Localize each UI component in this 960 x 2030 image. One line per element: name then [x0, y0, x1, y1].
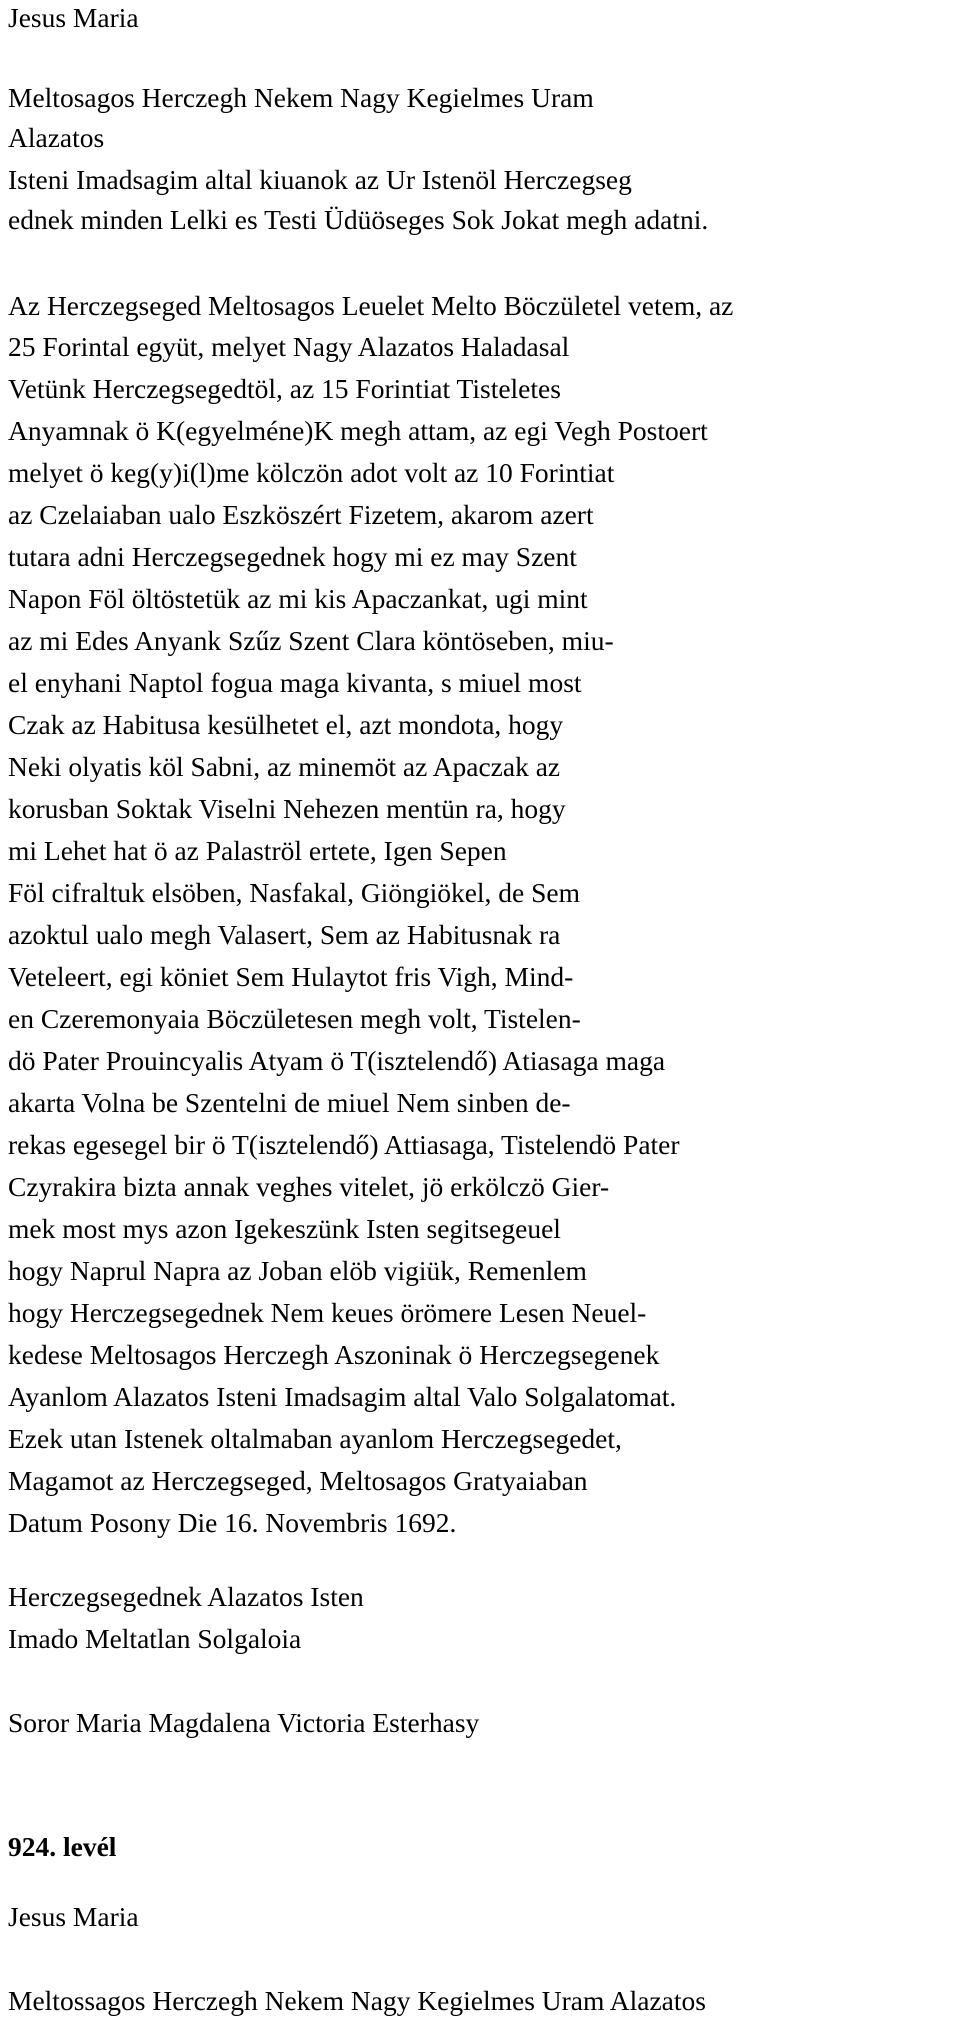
- body-line: Neki olyatis köl Sabni, az minemöt az Apaczak az: [8, 751, 561, 782]
- body-line: Datum Posony Die 16. Novembris 1692.: [8, 1507, 457, 1538]
- body-line: Napon Föl öltöstetük az mi kis Apaczankat, ugi mint: [8, 583, 588, 614]
- salutation-line: ednek minden Lelki es Testi Üdüöseges Sok Jokat megh adatni.: [8, 204, 709, 235]
- body-line: Czyrakira bizta annak veghes vitelet, jö erkölczö Gier-: [8, 1171, 610, 1202]
- body-line: dö Pater Prouincyalis Atyam ö T(isztelendő) Atiasaga maga: [8, 1045, 666, 1076]
- body-line: kedese Meltosagos Herczegh Aszoninak ö Herczegsegenek: [8, 1339, 660, 1370]
- body-line: Magamot az Herczegseged, Meltosagos Gratyaiaban: [8, 1465, 588, 1496]
- body-line: Vetünk Herczegsegedtöl, az 15 Forintiat Tisteletes: [8, 373, 561, 404]
- closing-line: Imado Meltatlan Solgaloia: [8, 1623, 302, 1654]
- body-line: Anyamnak ö K(egyelméne)K megh attam, az egi Vegh Postoert: [8, 415, 708, 446]
- body-line: Ezek utan Istenek oltalmaban ayanlom Herczegsegedet,: [8, 1423, 622, 1454]
- body-line: hogy Naprul Napra az Joban elöb vigiük, Remenlem: [8, 1255, 587, 1286]
- body-line: el enyhani Naptol fogua maga kivanta, s miuel most: [8, 667, 582, 698]
- letter-heading: 924. levél: [8, 1831, 117, 1862]
- body-line: en Czeremonyaia Böczületesen megh volt, Tistelen-: [8, 1003, 581, 1034]
- body-line: Föl cifraltuk elsöben, Nasfakal, Giöngiökel, de Sem: [8, 877, 581, 908]
- body-line: akarta Volna be Szentelni de miuel Nem sinben de-: [8, 1087, 571, 1118]
- salutation-line: Meltossagos Herczegh Nekem Nagy Kegielmes Uram Alazatos: [8, 1985, 706, 2016]
- body-line: 25 Forintal együt, melyet Nagy Alazatos Haladasal: [8, 331, 570, 362]
- signature: Soror Maria Magdalena Victoria Esterhasy: [8, 1707, 480, 1738]
- body-line: az Czelaiaban ualo Eszköszért Fizetem, akarom azert: [8, 499, 594, 530]
- body-line: Az Herczegseged Meltosagos Leuelet Melto Böczületel vetem, az: [8, 290, 734, 321]
- letter-invocation: Jesus Maria: [8, 2, 139, 33]
- body-line: korusban Soktak Viselni Nehezen mentün ra, hogy: [8, 793, 566, 824]
- body-line: mek most mys azon Igekeszünk Isten segitsegeuel: [8, 1213, 561, 1244]
- letter-invocation: Jesus Maria: [8, 1901, 139, 1932]
- body-line: az mi Edes Anyank Szűz Szent Clara köntöseben, miu-: [8, 625, 614, 656]
- salutation-line: Meltosagos Herczegh Nekem Nagy Kegielmes Uram: [8, 82, 594, 113]
- body-line: Ayanlom Alazatos Isteni Imadsagim altal Valo Solgalatomat.: [8, 1381, 677, 1412]
- body-line: hogy Herczegsegednek Nem keues örömere Lesen Neuel-: [8, 1297, 647, 1328]
- body-line: melyet ö keg(y)i(l)me kölczön adot volt az 10 Forintiat: [8, 457, 615, 488]
- body-line: mi Lehet hat ö az Palaströl ertete, Igen Sepen: [8, 835, 507, 866]
- salutation-line: Isteni Imadsagim altal kiuanok az Ur Istenöl Herczegseg: [8, 164, 632, 195]
- body-line: Veteleert, egi köniet Sem Hulaytot fris Vigh, Mind-: [8, 961, 574, 992]
- body-line: Czak az Habitusa kesülhetet el, azt mondota, hogy: [8, 709, 564, 740]
- body-line: rekas egesegel bir ö T(isztelendő) Attiasaga, Tistelendö Pater: [8, 1129, 680, 1160]
- salutation-line: Alazatos: [8, 122, 105, 153]
- body-line: tutara adni Herczegsegednek hogy mi ez may Szent: [8, 541, 577, 572]
- closing-line: Herczegsegednek Alazatos Isten: [8, 1581, 364, 1612]
- body-line: azoktul ualo megh Valasert, Sem az Habitusnak ra: [8, 919, 561, 950]
